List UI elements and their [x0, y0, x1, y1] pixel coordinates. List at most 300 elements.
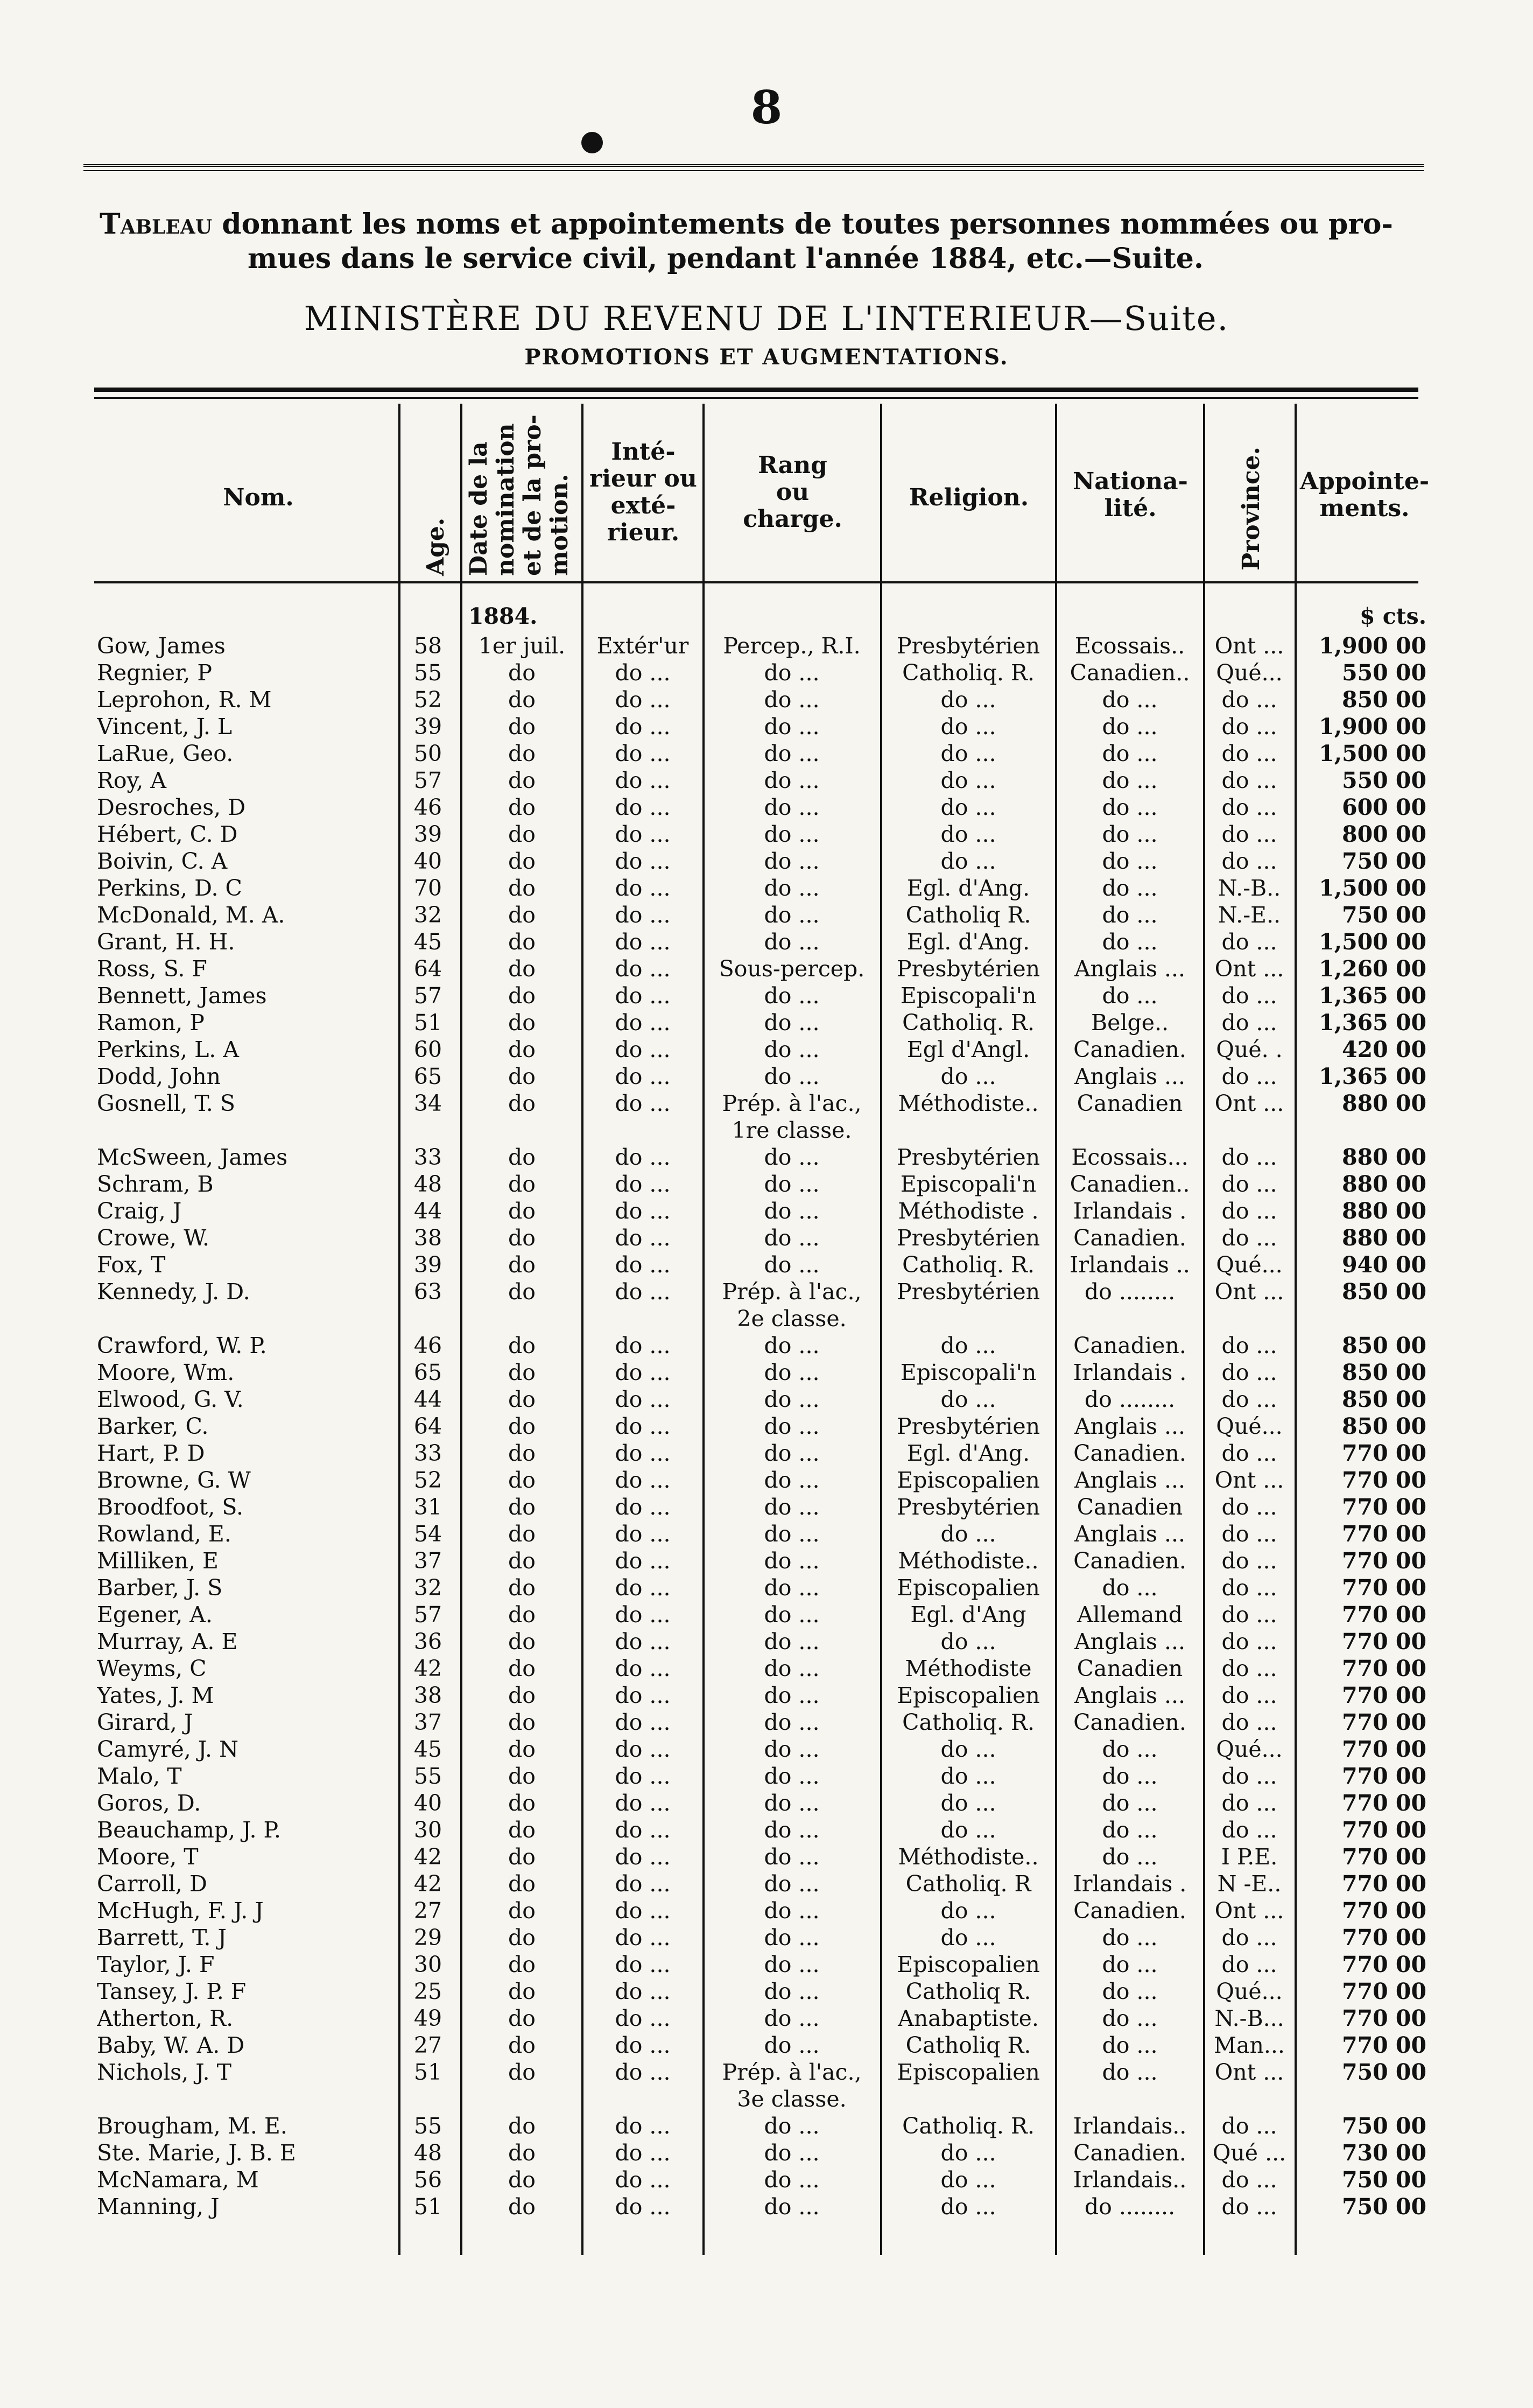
cell-religion: do ... — [940, 1817, 996, 1843]
cell-appointements: 750 00 — [1342, 848, 1426, 874]
col-divider — [880, 404, 882, 2255]
cell-nom: Leprohon, R. M — [97, 687, 272, 713]
cell-appointements: 850 00 — [1342, 1413, 1426, 1439]
cell-nationalite: Canadien.. — [1070, 660, 1190, 686]
cell-nom: Weyms, C — [97, 1656, 207, 1681]
cell-nom: Murray, A. E — [97, 1629, 238, 1654]
cell-rang: do ... — [764, 687, 820, 713]
cell-date: do — [508, 1978, 536, 2004]
cell-religion: Méthodiste.. — [898, 1844, 1039, 1870]
cell-interieur: do ... — [615, 1656, 671, 1681]
cell-interieur: do ... — [615, 1252, 671, 1278]
cell-religion: do ... — [940, 2167, 996, 2193]
cell-rang: do ... — [764, 741, 820, 766]
cell-religion: Catholiq. R. — [902, 2113, 1035, 2139]
cell-nom: Ross, S. F — [97, 956, 207, 982]
cell-date: do — [508, 1090, 536, 1116]
cell-rang: do ... — [764, 1333, 820, 1358]
cell-interieur: do ... — [615, 2059, 671, 2085]
currency-label: $ cts. — [1359, 603, 1426, 629]
cell-interieur: do ... — [615, 714, 671, 740]
cell-date: do — [508, 1898, 536, 1924]
cell-nom: Craig, J — [97, 1198, 182, 1224]
cell-appointements: 940 00 — [1342, 1252, 1426, 1278]
cell-nationalite: do ... — [1102, 902, 1158, 928]
cell-interieur: do ... — [615, 1521, 671, 1547]
cell-religion: Presbytérien — [896, 1279, 1040, 1305]
cell-nom: Kennedy, J. D. — [97, 1279, 250, 1305]
cell-interieur: do ... — [615, 2032, 671, 2058]
cell-interieur: do ... — [615, 1279, 671, 1305]
cell-appointements: 1,900 00 — [1319, 633, 1426, 659]
cell-province: do ... — [1221, 1817, 1277, 1843]
cell-religion: Anabaptiste. — [898, 2005, 1039, 2031]
cell-rang: do ... — [764, 1763, 820, 1789]
cell-date: do — [508, 1279, 536, 1305]
cell-date: do — [508, 1198, 536, 1224]
cell-nationalite: Canadien. — [1073, 1225, 1186, 1251]
caption-line2: mues dans le service civil, pendant l'année 1884, etc.—Suite. — [248, 242, 1204, 275]
cell-age: 40 — [413, 1790, 442, 1816]
header-int-line2: rieur ou — [589, 465, 697, 492]
cell-nom: Carroll, D — [97, 1871, 207, 1897]
col-divider — [702, 404, 705, 2255]
cell-nom: Hébert, C. D — [97, 821, 238, 847]
cell-interieur: do ... — [615, 956, 671, 982]
cell-rang: do ... — [764, 1602, 820, 1628]
cell-rang: do ... — [764, 1709, 820, 1735]
cell-nom: Browne, G. W — [97, 1467, 251, 1493]
cell-age: 51 — [413, 2194, 442, 2220]
header-nat-line1: Nationa- — [1073, 468, 1188, 495]
cell-appointements: 770 00 — [1342, 1817, 1426, 1843]
cell-rang: Percep., R.I. — [723, 633, 861, 659]
header-int-line3: exté- — [610, 492, 676, 519]
cell-rang: do ... — [764, 848, 820, 874]
cell-rang: do ... — [764, 1521, 820, 1547]
cell-date: do — [508, 2194, 536, 2220]
cell-rang: do ... — [764, 1386, 820, 1412]
cell-appointements: 850 00 — [1342, 1279, 1426, 1305]
cell-interieur: do ... — [615, 1790, 671, 1816]
cell-age: 54 — [413, 1521, 442, 1547]
cell-rang: do ... — [764, 2194, 820, 2220]
cell-province: do ... — [1221, 1171, 1277, 1197]
cell-rang: do ... — [764, 2032, 820, 2058]
cell-religion: Méthodiste — [905, 1656, 1032, 1681]
cell-nom: Camyré, J. N — [97, 1736, 238, 1762]
cell-nationalite: Irlandais .. — [1070, 1252, 1190, 1278]
cell-age: 33 — [413, 1440, 442, 1466]
cell-date: do — [508, 1413, 536, 1439]
cell-rang: do ... — [764, 1736, 820, 1762]
cell-religion: Méthodiste . — [898, 1198, 1039, 1224]
cell-nom: Tansey, J. P. F — [97, 1978, 247, 2004]
cell-province: do ... — [1221, 1763, 1277, 1789]
cell-interieur: do ... — [615, 1709, 671, 1735]
cell-nom: Barrett, T. J — [97, 1925, 227, 1951]
cell-nom: Girard, J — [97, 1709, 193, 1735]
cell-religion: do ... — [940, 794, 996, 820]
cell-nationalite: do ... — [1102, 875, 1158, 901]
cell-interieur: do ... — [615, 2194, 671, 2220]
cell-rang-line2: 3e classe. — [737, 2086, 847, 2112]
cell-appointements: 600 00 — [1342, 794, 1426, 820]
cell-interieur: do ... — [615, 1763, 671, 1789]
cell-age: 58 — [413, 633, 442, 659]
cell-age: 39 — [413, 821, 442, 847]
ink-dot — [581, 132, 603, 153]
cell-nationalite: Anglais ... — [1074, 1413, 1186, 1439]
cell-nom: Yates, J. M — [97, 1682, 214, 1708]
cell-nationalite: Canadien. — [1073, 1548, 1186, 1574]
cell-interieur: do ... — [615, 660, 671, 686]
cell-province: do ... — [1221, 929, 1277, 955]
cell-nationalite: Anglais ... — [1074, 1682, 1186, 1708]
cell-religion: do ... — [940, 1386, 996, 1412]
cell-province: do ... — [1221, 983, 1277, 1009]
page-number: 8 — [750, 81, 783, 134]
cell-rang: do ... — [764, 2113, 820, 2139]
cell-age: 45 — [413, 1736, 442, 1762]
cell-appointements: 1,365 00 — [1319, 1010, 1426, 1036]
cell-nationalite: Canadien — [1077, 1090, 1183, 1116]
cell-appointements: 1,900 00 — [1319, 714, 1426, 740]
cell-nationalite: Ecossais.. — [1074, 633, 1185, 659]
cell-religion: Presbytérien — [896, 1413, 1040, 1439]
cell-nationalite: Anglais ... — [1074, 1521, 1186, 1547]
cell-appointements: 850 00 — [1342, 1386, 1426, 1412]
cell-date: do — [508, 1494, 536, 1520]
cell-appointements: 750 00 — [1342, 2194, 1426, 2220]
cell-date: do — [508, 1333, 536, 1358]
cell-religion: do ... — [940, 1790, 996, 1816]
header-nationalite — [1058, 468, 1203, 522]
cell-rang: Prép. à l'ac., — [722, 1090, 862, 1116]
cell-nom: Ramon, P — [97, 1010, 205, 1036]
cell-interieur: do ... — [615, 768, 671, 793]
cell-date: do — [508, 1602, 536, 1628]
cell-nationalite: do ... — [1102, 2032, 1158, 2058]
cell-nom: Beauchamp, J. P. — [97, 1817, 281, 1843]
cell-interieur: do ... — [615, 983, 671, 1009]
cell-age: 27 — [413, 2032, 442, 2058]
cell-nationalite: do ... — [1102, 687, 1158, 713]
cell-rang: do ... — [764, 1925, 820, 1951]
cell-age: 55 — [413, 1763, 442, 1789]
cell-province: do ... — [1221, 714, 1277, 740]
cell-appointements: 770 00 — [1342, 2005, 1426, 2031]
cell-province: do ... — [1221, 1010, 1277, 1036]
cell-nom: Grant, H. H. — [97, 929, 235, 955]
cell-age: 65 — [413, 1064, 442, 1089]
cell-rang: do ... — [764, 1575, 820, 1601]
cell-province: do ... — [1221, 848, 1277, 874]
cell-age: 45 — [413, 929, 442, 955]
caption-text: donnant les noms et appointements de toutes personnes nommées ou pro- — [212, 208, 1394, 241]
cell-rang: do ... — [764, 1656, 820, 1681]
cell-religion: Egl. d'Ang. — [906, 929, 1030, 955]
cell-province: do ... — [1221, 1144, 1277, 1170]
cell-province: Qué ... — [1212, 2140, 1286, 2166]
cell-province: do ... — [1221, 1521, 1277, 1547]
cell-appointements: 770 00 — [1342, 1656, 1426, 1681]
cell-appointements: 770 00 — [1342, 1629, 1426, 1654]
cell-rang: do ... — [764, 1171, 820, 1197]
cell-rang: do ... — [764, 875, 820, 901]
cell-nom: Gow, James — [97, 633, 226, 659]
cell-nationalite: do ... — [1102, 1952, 1158, 1977]
cell-appointements: 850 00 — [1342, 1360, 1426, 1385]
cell-province: do ... — [1221, 1225, 1277, 1251]
cell-rang: do ... — [764, 1360, 820, 1385]
cell-religion: do ... — [940, 1629, 996, 1654]
cell-religion: Presbytérien — [896, 1225, 1040, 1251]
cell-province: do ... — [1221, 1064, 1277, 1089]
header-religion: Religion. — [909, 484, 1029, 511]
cell-nationalite: Canadien — [1077, 1656, 1183, 1681]
cell-date: do — [508, 1171, 536, 1197]
cell-interieur: do ... — [615, 1010, 671, 1036]
cell-province: do ... — [1221, 1952, 1277, 1977]
cell-rang: do ... — [764, 1467, 820, 1493]
cell-appointements: 880 00 — [1342, 1090, 1426, 1116]
cell-province: do ... — [1221, 2167, 1277, 2193]
cell-rang: do ... — [764, 1682, 820, 1708]
cell-date: do — [508, 2167, 536, 2193]
cell-date: do — [508, 794, 536, 820]
cell-rang: do ... — [764, 660, 820, 686]
cell-religion: do ... — [940, 714, 996, 740]
cell-religion: Episcopalien — [897, 1467, 1040, 1493]
cell-province: Ont ... — [1214, 956, 1284, 982]
cell-province: Qué... — [1216, 1978, 1283, 2004]
cell-interieur: do ... — [615, 741, 671, 766]
cell-religion: Catholiq R. — [905, 2032, 1031, 2058]
cell-nom: McSween, James — [97, 1144, 288, 1170]
cell-age: 25 — [413, 1978, 442, 2004]
cell-age: 31 — [413, 1494, 442, 1520]
cell-nom: Manning, J — [97, 2194, 220, 2220]
header-int-line1: Inté- — [611, 438, 676, 466]
cell-province: Qué... — [1216, 1252, 1283, 1278]
cell-interieur: do ... — [615, 1467, 671, 1493]
cell-nationalite: Anglais ... — [1074, 1467, 1186, 1493]
cell-interieur: do ... — [615, 794, 671, 820]
cell-religion: do ... — [940, 1925, 996, 1951]
cell-nom: Brougham, M. E. — [97, 2113, 287, 2139]
cell-nationalite: do ... — [1102, 2005, 1158, 2031]
cell-age: 56 — [413, 2167, 442, 2193]
cell-interieur: do ... — [615, 1171, 671, 1197]
cell-nationalite: Canadien. — [1073, 2140, 1186, 2166]
cell-interieur: do ... — [615, 1333, 671, 1358]
cell-date: do — [508, 2140, 536, 2166]
cell-age: 55 — [413, 2113, 442, 2139]
cell-province: Qué... — [1216, 660, 1283, 686]
header-rang-line3: charge. — [743, 505, 842, 533]
cell-nationalite: Irlandais.. — [1073, 2113, 1187, 2139]
cell-province: Qué... — [1216, 1736, 1283, 1762]
cell-religion: do ... — [940, 821, 996, 847]
cell-province: Ont ... — [1214, 2059, 1284, 2085]
cell-interieur: do ... — [615, 2005, 671, 2031]
cell-date: do — [508, 687, 536, 713]
cell-province: do ... — [1221, 1629, 1277, 1654]
header-int-line4: rieur. — [607, 519, 680, 546]
cell-date: do — [508, 2032, 536, 2058]
cell-age: 46 — [413, 794, 442, 820]
cell-nom: McNamara, M — [97, 2167, 259, 2193]
cell-nationalite: do ... — [1102, 1790, 1158, 1816]
cell-nom: Baby, W. A. D — [97, 2032, 245, 2058]
cell-province: do ... — [1221, 768, 1277, 793]
cell-religion: Catholiq R. — [905, 902, 1031, 928]
table-caption — [100, 207, 1429, 276]
cell-nom: Perkins, L. A — [97, 1037, 239, 1062]
cell-rang: do ... — [764, 794, 820, 820]
cell-province: Ont ... — [1214, 1467, 1284, 1493]
cell-age: 40 — [413, 848, 442, 874]
cell-rang: do ... — [764, 1629, 820, 1654]
cell-religion: Catholiq. R. — [902, 1010, 1035, 1036]
cell-province: N.-B... — [1214, 2005, 1284, 2031]
header-bottom-rule — [94, 581, 1418, 583]
cell-interieur: do ... — [615, 1440, 671, 1466]
cell-age: 57 — [413, 1602, 442, 1628]
cell-interieur: do ... — [615, 1817, 671, 1843]
cell-nationalite: Irlandais . — [1073, 1871, 1187, 1897]
cell-date: do — [508, 1252, 536, 1278]
header-interieur — [584, 439, 702, 546]
cell-rang: do ... — [764, 1817, 820, 1843]
cell-age: 50 — [413, 741, 442, 766]
cell-religion: do ... — [940, 741, 996, 766]
cell-appointements: 1,365 00 — [1319, 1064, 1426, 1089]
cell-appointements: 750 00 — [1342, 2059, 1426, 2085]
header-province: Province. — [1237, 447, 1265, 571]
cell-nationalite: do ... — [1102, 821, 1158, 847]
cell-rang-line2: 2e classe. — [737, 1306, 847, 1332]
cell-appointements: 880 00 — [1342, 1171, 1426, 1197]
cell-province: do ... — [1221, 1333, 1277, 1358]
cell-rang: do ... — [764, 1252, 820, 1278]
ministry-title: MINISTÈRE DU REVENU DE L'INTERIEUR—Suite. — [304, 299, 1229, 338]
col-divider — [1203, 404, 1205, 2255]
cell-nationalite: Canadien. — [1073, 1898, 1186, 1924]
cell-date: do — [508, 1010, 536, 1036]
cell-nationalite: do ... — [1102, 848, 1158, 874]
cell-religion: Episcopalien — [897, 1682, 1040, 1708]
cell-rang: do ... — [764, 1198, 820, 1224]
cell-nom: Crawford, W. P. — [97, 1333, 267, 1358]
cell-age: 48 — [413, 1171, 442, 1197]
cell-interieur: do ... — [615, 1548, 671, 1574]
cell-religion: Catholiq. R. — [902, 1709, 1035, 1735]
cell-date: do — [508, 1629, 536, 1654]
cell-date: do — [508, 1952, 536, 1977]
cell-nom: Boivin, C. A — [97, 848, 228, 874]
cell-nationalite: do ... — [1102, 741, 1158, 766]
cell-nom: Elwood, G. V. — [97, 1386, 244, 1412]
cell-appointements: 800 00 — [1342, 821, 1426, 847]
cell-province: do ... — [1221, 1360, 1277, 1385]
cell-nationalite: Belge.. — [1091, 1010, 1169, 1036]
header-nom: Nom. — [223, 484, 294, 511]
cell-appointements: 770 00 — [1342, 1440, 1426, 1466]
cell-nom: Taylor, J. F — [97, 1952, 215, 1977]
cell-interieur: do ... — [615, 1925, 671, 1951]
cell-date: do — [508, 1440, 536, 1466]
cell-province: do ... — [1221, 1494, 1277, 1520]
cell-date: do — [508, 2059, 536, 2085]
cell-appointements: 1,365 00 — [1319, 983, 1426, 1009]
cell-province: do ... — [1221, 1198, 1277, 1224]
cell-rang: do ... — [764, 1898, 820, 1924]
cell-age: 42 — [413, 1656, 442, 1681]
cell-age: 51 — [413, 2059, 442, 2085]
cell-rang: do ... — [764, 2167, 820, 2193]
header-age: Age. — [422, 517, 449, 576]
cell-religion: do ... — [940, 1521, 996, 1547]
cell-rang: Prép. à l'ac., — [722, 1279, 862, 1305]
cell-nom: Regnier, P — [97, 660, 212, 686]
cell-age: 39 — [413, 714, 442, 740]
cell-nationalite: Canadien. — [1073, 1037, 1186, 1062]
cell-interieur: do ... — [615, 1898, 671, 1924]
cell-nom: Crowe, W. — [97, 1225, 210, 1251]
cell-rang: do ... — [764, 1871, 820, 1897]
cell-religion: Episcopalien — [897, 1952, 1040, 1977]
header-rang-line1: Rang — [758, 452, 827, 479]
cell-interieur: do ... — [615, 2140, 671, 2166]
header-date-line1: Date de la — [465, 441, 493, 576]
cell-interieur: do ... — [615, 848, 671, 874]
cell-age: 32 — [413, 1575, 442, 1601]
cell-date: do — [508, 2005, 536, 2031]
cell-province: Qué... — [1216, 1413, 1283, 1439]
cell-province: do ... — [1221, 1602, 1277, 1628]
cell-date: do — [508, 1575, 536, 1601]
cell-rang: do ... — [764, 1144, 820, 1170]
cell-nom: Gosnell, T. S — [97, 1090, 235, 1116]
cell-rang: do ... — [764, 2140, 820, 2166]
cell-religion: do ... — [940, 1736, 996, 1762]
col-divider — [581, 404, 583, 2255]
cell-religion: Episcopali'n — [900, 983, 1037, 1009]
cell-date: do — [508, 875, 536, 901]
cell-rang: do ... — [764, 929, 820, 955]
cell-nationalite: do ... — [1102, 1925, 1158, 1951]
cell-age: 42 — [413, 1844, 442, 1870]
cell-age: 42 — [413, 1871, 442, 1897]
cell-appointements: 770 00 — [1342, 1467, 1426, 1493]
cell-rang: do ... — [764, 821, 820, 847]
cell-appointements: 1,260 00 — [1319, 956, 1426, 982]
header-date-line3: et de la pro- — [519, 414, 546, 576]
cell-religion: Presbytérien — [896, 956, 1040, 982]
cell-religion: Presbytérien — [896, 1144, 1040, 1170]
cell-age: 33 — [413, 1144, 442, 1170]
cell-religion: do ... — [940, 2140, 996, 2166]
cell-nom: Moore, Wm. — [97, 1360, 235, 1385]
cell-province: do ... — [1221, 821, 1277, 847]
cell-date: do — [508, 714, 536, 740]
cell-nationalite: do ... — [1102, 983, 1158, 1009]
cell-age: 52 — [413, 687, 442, 713]
cell-nom: Atherton, R. — [97, 2005, 234, 2031]
cell-rang: do ... — [764, 1413, 820, 1439]
